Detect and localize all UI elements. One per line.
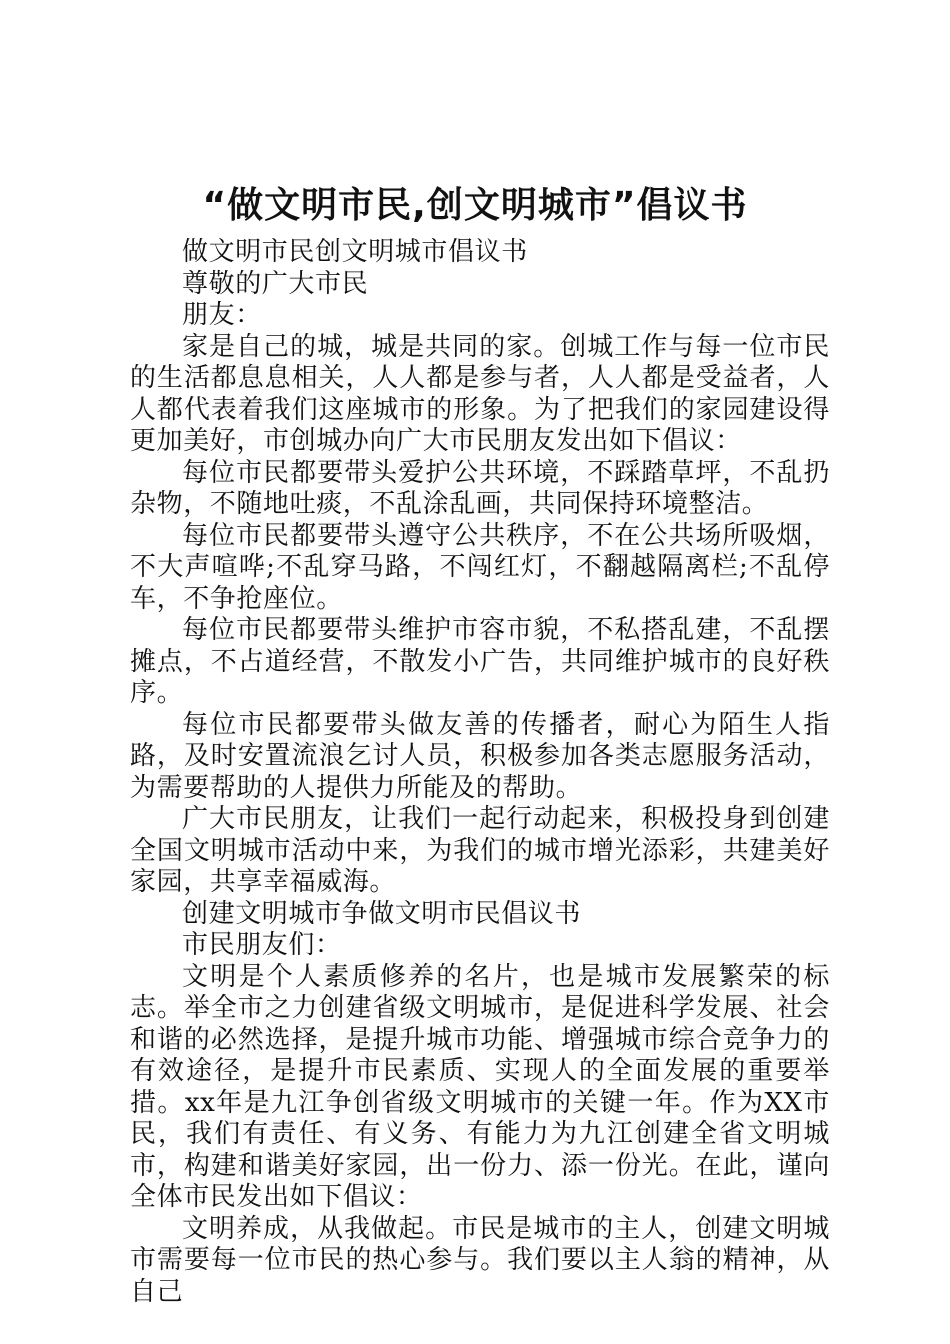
paragraph: 广大市民朋友，让我们一起行动起来，积极投身到创建全国文明城市活动中来，为我们的城市增光添彩，共建美好家园，共享幸福威海。 (130, 804, 830, 897)
paragraph: 每位市民都要带头遵守公共秩序，不在公共场所吸烟，不大声喧哗;不乱穿马路，不闯红灯，不翻越隔离栏;不乱停车，不争抢座位。 (130, 520, 830, 614)
paragraph: 文明是个人素质修养的名片，也是城市发展繁荣的标志。举全市之力创建省级文明城市，是促进科学发展、社会和谐的必然选择，是提升城市功能、增强城市综合竞争力的有效途径，是提升市民素质、实现人的全面发展的重要举措。xx年是九江争创省级文明城市的关键一年。作为XX市民，我们有责任、有义务、有能力为九江创建全省文明城市，构建和谐美好家园，出一份力、添一份光。在此，谨向全体市民发出如下倡议： (130, 961, 830, 1212)
paragraph: 每位市民都要带头维护市容市貌，不私搭乱建，不乱摆摊点，不占道经营，不散发小广告，共同维护城市的良好秩序。 (130, 615, 830, 708)
document-title: “做文明市民,创文明城市”倡议书 (202, 185, 748, 226)
paragraph-salutation-3: 市民朋友们： (182, 930, 342, 960)
document-body (130, 237, 830, 1308)
paragraph-subtitle-2: 创建文明城市争做文明市民倡议书 (182, 898, 582, 929)
paragraph: 家是自己的城，城是共同的家。创城工作与每一位市民的生活都息息相关，人人都是参与者，人人都是受益者，人人都代表着我们这座城市的形象。为了把我们的家园建设得更加美好，市创城办向广大市民朋友发出如下倡议： (130, 331, 830, 456)
paragraph: 文明养成，从我做起。市民是城市的主人，创建文明城市需要每一位市民的热心参与。我们要以主人翁的精神，从自己 (130, 1213, 830, 1307)
paragraph-salutation-1: 尊敬的广大市民 (182, 268, 369, 299)
paragraph: 每位市民都要带头爱护公共环境，不踩踏草坪，不乱扔杂物，不随地吐痰，不乱涂乱画，共同保持环境整洁。 (130, 457, 830, 519)
paragraph: 每位市民都要带头做友善的传播者，耐心为陌生人指路，及时安置流浪乞讨人员，积极参加各类志愿服务活动，为需要帮助的人提供力所能及的帮助。 (130, 709, 830, 803)
paragraph-salutation-2: 朋友： (182, 300, 262, 330)
paragraph-subtitle-1: 做文明市民创文明城市倡议书 (182, 237, 528, 267)
